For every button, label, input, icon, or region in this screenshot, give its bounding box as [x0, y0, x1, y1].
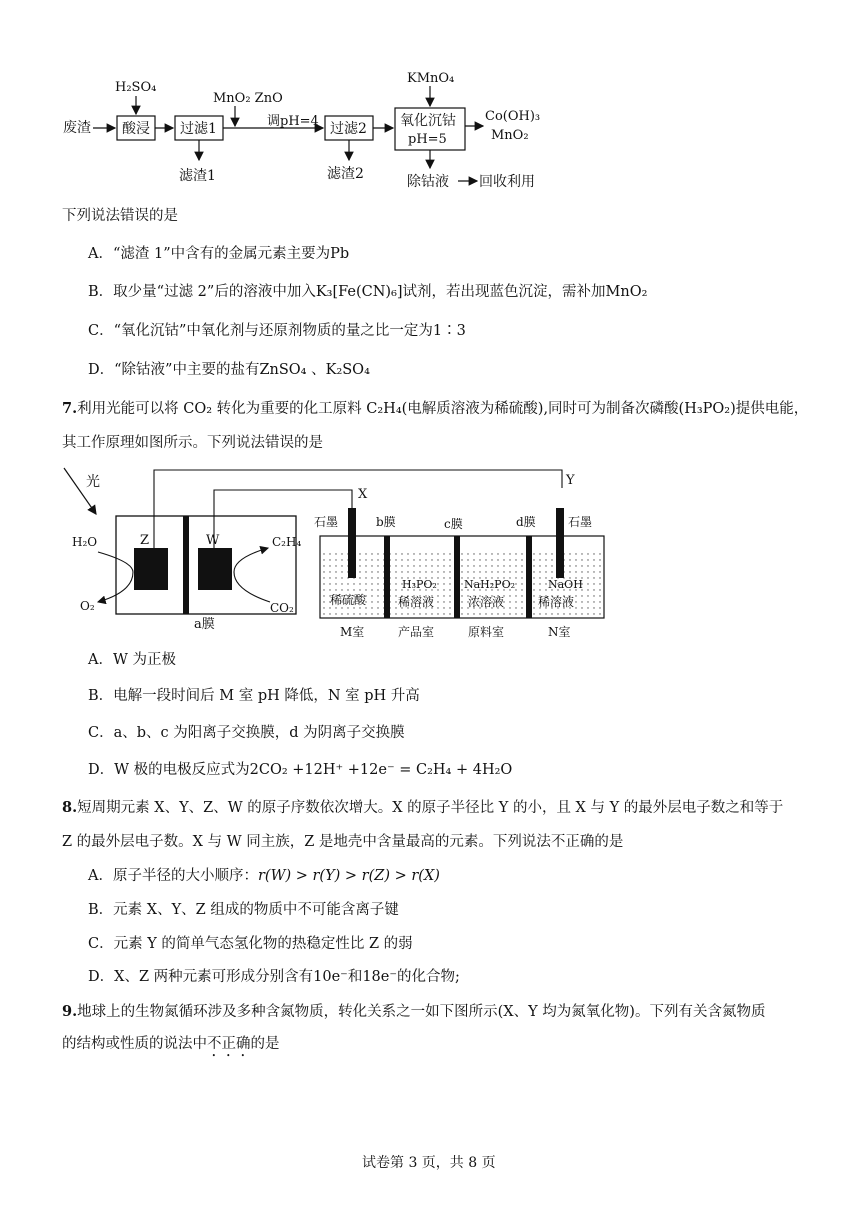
q7-line2: 其工作原理如图所示。下列说法错误的是 [62, 435, 323, 451]
q6-option-b: B．取少量“过滤 2”后的溶液中加入K₃[Fe(CN)₆]试剂，若出现蓝色沉淀，需补加MnO₂ [88, 284, 648, 300]
q7-option-d: D．W 极的电极反应式为2CO₂ +12H⁺ +12e⁻ = C₂H₄ + 4H₂O [88, 762, 513, 778]
q8-option-d: D．X、Z 两种元素可形成分别含有10e⁻和18e⁻的化合物; [88, 969, 460, 985]
h3po2-label: H₃PO₂ [402, 578, 437, 591]
q6-stem: 下列说法错误的是 [62, 208, 178, 224]
atomic-radius-order: r(W) > r(Y) > r(Z) > r(X) [257, 868, 440, 884]
flow-kmno4: KMnO₄ [407, 71, 455, 86]
flow-filter1: 过滤1 [180, 121, 217, 137]
dilute-acid-label: 稀硫酸 [330, 593, 367, 607]
graphite-electrode-x [348, 508, 356, 578]
b-membrane-label: b膜 [376, 515, 396, 529]
nah2po2-conc-label: 浓溶液 [468, 595, 505, 609]
w-electrode-equation: 2CO₂ +12H⁺ +12e⁻ = C₂H₄ + 4H₂O [249, 762, 513, 778]
page-footer: 试卷第 3 页，共 8 页 [362, 1155, 496, 1171]
flow-input: 废渣 [63, 120, 91, 136]
naoh-dilute-label: 稀溶液 [538, 595, 575, 609]
w-label: W [206, 533, 220, 548]
q9-number: 9. [62, 1003, 78, 1020]
emphasized-not-correct: 不正确 [207, 1036, 251, 1052]
co2-label: CO₂ [270, 601, 294, 615]
flow-oxid-line2: pH=5 [408, 132, 447, 147]
q9-line2: 的结构或性质的说法中不正确的是 [62, 1036, 280, 1052]
q8-line2: Z 的最外层电子数。X 与 W 同主族，Z 是地壳中含量最高的元素。下列说法不正确的是 [62, 834, 624, 850]
q8-number: 8. [62, 799, 78, 816]
q7-number: 7. [62, 400, 78, 417]
q7-option-b: B．电解一段时间后 M 室 pH 降低，N 室 pH 升高 [88, 688, 420, 704]
n-room-label: N室 [548, 625, 571, 639]
flow-adjust-ph: 调pH=4 [267, 114, 319, 129]
c2h4-label: C₂H₄ [272, 535, 302, 549]
c-membrane-label: c膜 [444, 517, 463, 531]
product-room-label: 产品室 [398, 625, 435, 639]
ferricyanide-reagent: K₃[Fe(CN)₆] [315, 284, 403, 300]
o2-label: O₂ [80, 599, 95, 613]
light-label: 光 [86, 474, 100, 490]
h2o-label: H₂O [72, 535, 98, 549]
q8-option-a: A．原子半径的大小顺序：r(W) > r(Y) > r(Z) > r(X) [88, 868, 440, 884]
flow-residue1: 滤渣1 [179, 168, 216, 184]
electrolysis-cell-diagram [58, 462, 618, 647]
flow-prod1: Co(OH)₃ [485, 109, 541, 124]
d-membrane-label: d膜 [516, 515, 536, 529]
q9-line1: 9.地球上的生物氮循环涉及多种含氮物质，转化关系之一如下图所示(X、Y 均为氮氧化物)。下列有关含氮物质 [62, 1003, 766, 1020]
flow-decobalt: 除钴液 [407, 174, 449, 190]
q7-option-a: A．W 为正极 [88, 652, 176, 668]
m-room-label: M室 [340, 625, 365, 639]
y-label: Y [566, 473, 575, 488]
h3po2-dilute-label: 稀溶液 [398, 595, 435, 609]
flow-prod2: MnO₂ [491, 128, 529, 143]
c-membrane [454, 536, 460, 618]
naoh-label: NaOH [548, 578, 583, 591]
q7-line1: 7.利用光能可以将 CO₂ 转化为重要的化工原料 C₂H₄(电解质溶液为稀硫酸),同时可为制备次磷酸(H₃PO₂)提供电能， [62, 400, 809, 417]
x-label: X [358, 487, 368, 502]
electrode-w [198, 548, 232, 590]
graphite-electrode-y [556, 508, 564, 578]
q6-option-c: C．“氧化沉钴”中氧化剂与还原剂物质的量之比一定为1∶3 [88, 323, 466, 339]
q6-option-a: A．“滤渣 1”中含有的金属元素主要为Pb [88, 246, 350, 262]
z-label: Z [140, 533, 150, 548]
q7-option-c: C．a、b、c 为阳离子交换膜，d 为阴离子交换膜 [88, 725, 405, 741]
flow-mno2-zno: MnO₂ ZnO [213, 91, 283, 106]
flow-recycle: 回收利用 [479, 174, 535, 190]
graphite-left-label: 石墨 [314, 515, 339, 529]
flow-h2so4: H₂SO₄ [115, 80, 157, 95]
b-membrane [384, 536, 390, 618]
process-flow-chart [55, 62, 575, 197]
flow-filter2: 过滤2 [330, 121, 367, 137]
d-membrane [526, 536, 532, 618]
q6-option-d: D．“除钴液”中主要的盐有ZnSO₄ 、K₂SO₄ [88, 362, 370, 378]
q8-line1: 8.短周期元素 X、Y、Z、W 的原子序数依次增大。X 的原子半径比 Y 的小，且 X 与 Y 的最外层电子数之和等于 [62, 799, 784, 816]
flow-acid: 酸浸 [122, 121, 150, 137]
q8-option-c: C．元素 Y 的简单气态氢化物的热稳定性比 Z 的弱 [88, 936, 413, 952]
a-membrane [183, 516, 189, 614]
flow-oxid-line1: 氧化沉钴 [400, 113, 456, 129]
graphite-right-label: 石墨 [568, 515, 593, 529]
raw-room-label: 原料室 [468, 625, 505, 639]
flow-residue2: 滤渣2 [327, 166, 364, 182]
nah2po2-label: NaH₂PO₂ [464, 578, 516, 591]
q8-option-b: B．元素 X、Y、Z 组成的物质中不可能含离子键 [88, 902, 399, 918]
a-membrane-label: a膜 [194, 617, 215, 632]
electrode-z [134, 548, 168, 590]
